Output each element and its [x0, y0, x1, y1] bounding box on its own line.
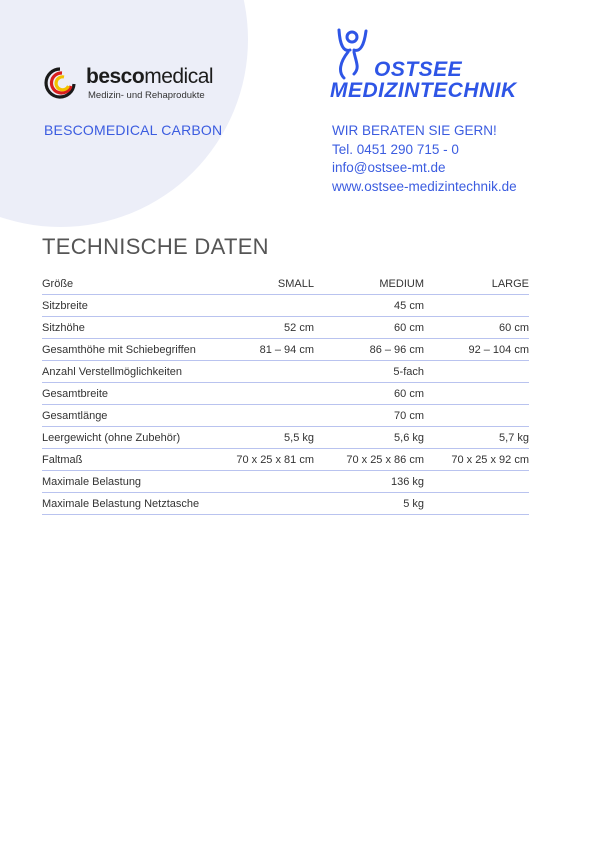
contact-phone: Tel. 0451 290 715 - 0 — [332, 141, 459, 157]
row-value-medium: 5 kg — [314, 493, 424, 515]
row-value-small: 5,5 kg — [222, 427, 314, 449]
table-row — [42, 317, 529, 339]
row-value-small — [222, 405, 314, 427]
contact-block — [332, 122, 517, 196]
contact-slogan: WIR BERATEN SIE GERN! — [332, 123, 497, 138]
row-value-small — [222, 383, 314, 405]
row-value-medium: 86 – 96 cm — [314, 339, 424, 361]
product-title: BESCOMEDICAL CARBON — [44, 122, 223, 138]
row-value-large: 5,7 kg — [424, 427, 529, 449]
row-value-small — [222, 493, 314, 515]
row-value-medium: 5-fach — [314, 361, 424, 383]
section-title: TECHNISCHE DATEN — [42, 234, 269, 259]
contact-email: info@ostsee-mt.de — [332, 160, 446, 175]
row-label: Leergewicht (ohne Zubehör) — [42, 427, 222, 449]
person-figure-icon — [330, 28, 376, 80]
row-value-small — [222, 295, 314, 317]
row-label: Maximale Belastung Netztasche — [42, 493, 222, 515]
table-row — [42, 449, 529, 471]
table-row — [42, 361, 529, 383]
row-value-medium: 70 x 25 x 86 cm — [314, 449, 424, 471]
brand-tagline: Medizin- und Rehaprodukte — [88, 90, 205, 101]
brand-name-bold: besco — [86, 65, 145, 88]
row-value-small — [222, 471, 314, 493]
row-value-large: 92 – 104 cm — [424, 339, 529, 361]
dealer-name-line2: MEDIZINTECHNIK — [330, 79, 517, 102]
row-label: Faltmaß — [42, 449, 222, 471]
row-value-large: 70 x 25 x 92 cm — [424, 449, 529, 471]
row-value-small: 70 x 25 x 81 cm — [222, 449, 314, 471]
contact-website: www.ostsee-medizintechnik.de — [332, 178, 517, 194]
header-size-label: Größe — [42, 273, 222, 295]
table-row — [42, 471, 529, 493]
row-value-large — [424, 383, 529, 405]
row-label: Sitzhöhe — [42, 317, 222, 339]
row-value-small: 52 cm — [222, 317, 314, 339]
row-value-large — [424, 295, 529, 317]
specs-table — [42, 273, 529, 515]
row-value-large — [424, 405, 529, 427]
table-row — [42, 295, 529, 317]
row-value-medium: 136 kg — [314, 471, 424, 493]
bescomedical-logo — [40, 64, 220, 104]
brand-name-light: medical — [144, 65, 214, 88]
table-row — [42, 339, 529, 361]
row-label: Maximale Belastung — [42, 471, 222, 493]
table-row — [42, 383, 529, 405]
header-medium: MEDIUM — [314, 273, 424, 295]
row-label: Gesamtlänge — [42, 405, 222, 427]
table-header-row — [42, 273, 529, 295]
row-label: Anzahl Verstellmöglichkeiten — [42, 361, 222, 383]
row-label: Sitzbreite — [42, 295, 222, 317]
row-label: Gesamtbreite — [42, 383, 222, 405]
row-value-small: 81 – 94 cm — [222, 339, 314, 361]
bescomedical-wordmark — [86, 65, 213, 89]
row-value-medium: 60 cm — [314, 317, 424, 339]
dealer-name-line1: OSTSEE — [374, 58, 463, 81]
row-label: Gesamthöhe mit Schiebegriffen — [42, 339, 222, 361]
row-value-large: 60 cm — [424, 317, 529, 339]
background-circle — [0, 0, 248, 227]
table-row — [42, 405, 529, 427]
row-value-large — [424, 361, 529, 383]
header-small: SMALL — [222, 273, 314, 295]
row-value-medium: 45 cm — [314, 295, 424, 317]
header-large: LARGE — [424, 273, 529, 295]
table-row — [42, 493, 529, 515]
bescomedical-logo-mark-icon — [40, 64, 80, 104]
row-value-small — [222, 361, 314, 383]
row-value-medium: 60 cm — [314, 383, 424, 405]
row-value-large — [424, 493, 529, 515]
table-row — [42, 427, 529, 449]
ostsee-medizintechnik-logo — [330, 28, 540, 108]
row-value-medium: 70 cm — [314, 405, 424, 427]
row-value-medium: 5,6 kg — [314, 427, 424, 449]
row-value-large — [424, 471, 529, 493]
